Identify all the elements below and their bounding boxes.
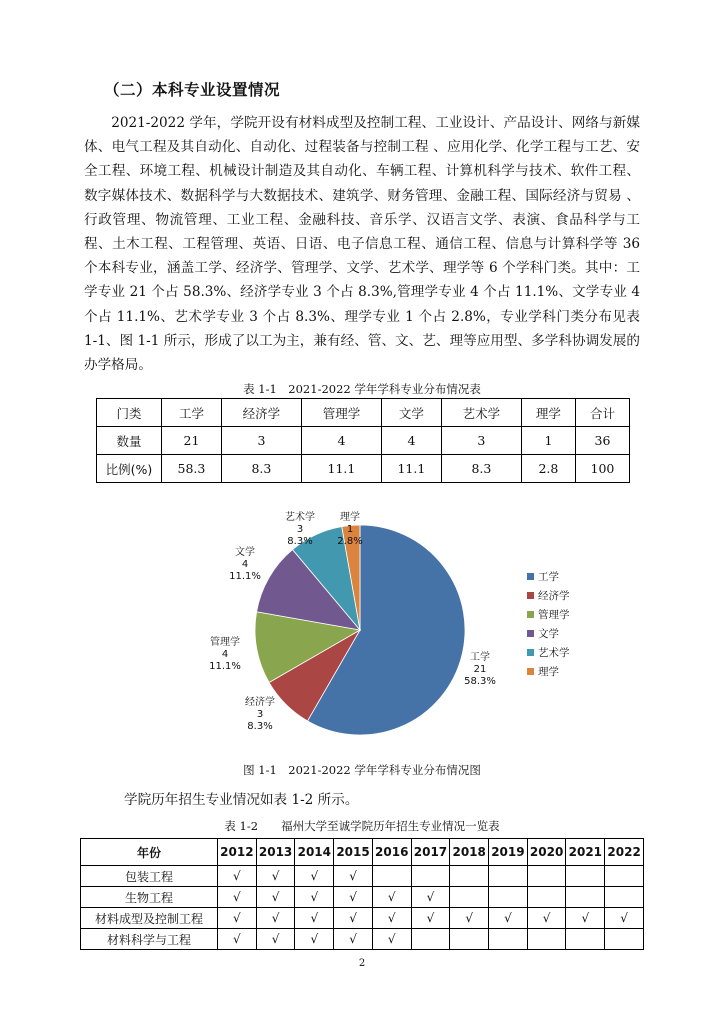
slice-label-category: 文学: [235, 547, 255, 558]
year-header-cell: 2016: [372, 839, 411, 866]
slice-label-category: 管理学: [210, 637, 240, 648]
table-row: [81, 866, 644, 887]
slice-label-percent: 8.3%: [247, 721, 273, 732]
year-header-cell: 2018: [450, 839, 489, 866]
table-cell: 8.3: [441, 455, 521, 483]
body-paragraph-2: 学院历年招生专业情况如表 1-2 所示。: [124, 792, 359, 808]
row-header: 比例(%): [97, 455, 162, 483]
slice-label-category: 艺术学: [285, 512, 315, 523]
year-header-cell: 2012: [218, 839, 257, 866]
table-cell: 36: [575, 427, 629, 455]
check-mark-cell: √: [411, 908, 450, 929]
table-cell: 3: [441, 427, 521, 455]
slice-label-category: 经济学: [245, 697, 275, 708]
table-cell: 4: [301, 427, 381, 455]
check-mark-cell: [527, 866, 566, 887]
check-mark-cell: [489, 887, 528, 908]
year-header-cell: 2015: [334, 839, 373, 866]
row-header: 数量: [97, 427, 162, 455]
page-number: 2: [358, 958, 366, 969]
slice-label-category: 理学: [340, 512, 360, 523]
year-header-cell: 2021: [566, 839, 605, 866]
check-mark-cell: √: [450, 908, 489, 929]
table2-caption: 表 1-2 福州大学至诚学院历年招生专业情况一览表: [224, 819, 500, 833]
legend-label: 管理学: [538, 609, 570, 621]
slice-label-percent: 11.1%: [229, 571, 261, 582]
table-cell: 理学: [521, 399, 575, 427]
table-cell: 21: [162, 427, 222, 455]
table-cell: 11.1: [381, 455, 441, 483]
table-cell: 工学: [162, 399, 222, 427]
section-heading: （二）本科专业设置情况: [104, 81, 281, 99]
slice-label-percent: 2.8%: [337, 536, 363, 547]
legend-label: 艺术学: [538, 647, 570, 659]
table-header-cell: 年份: [81, 839, 218, 866]
table-row: [81, 908, 644, 929]
legend-label: 理学: [538, 666, 559, 678]
table-cell: 合计: [575, 399, 629, 427]
check-mark-cell: √: [566, 908, 605, 929]
table-cell: 100: [575, 455, 629, 483]
slice-label-value: 3: [296, 524, 304, 535]
check-mark-cell: √: [218, 908, 257, 929]
check-mark-cell: [411, 929, 450, 950]
check-mark-cell: √: [489, 908, 528, 929]
check-mark-cell: √: [256, 929, 295, 950]
check-mark-cell: [527, 887, 566, 908]
check-mark-cell: √: [334, 908, 373, 929]
check-mark-cell: [566, 929, 605, 950]
year-header-cell: 2014: [295, 839, 334, 866]
legend-swatch: [527, 630, 534, 637]
legend-swatch: [527, 668, 534, 675]
table-row: [81, 887, 644, 908]
slice-label-percent: 8.3%: [287, 536, 313, 547]
legend-swatch: [527, 573, 534, 580]
legend-label: 工学: [538, 571, 559, 583]
legend-swatch: [527, 649, 534, 656]
check-mark-cell: [605, 866, 644, 887]
check-mark-cell: √: [256, 887, 295, 908]
legend-label: 经济学: [538, 590, 570, 602]
slice-label-value: 4: [221, 649, 229, 660]
check-mark-cell: √: [372, 908, 411, 929]
table-cell: 艺术学: [441, 399, 521, 427]
table-row: [97, 427, 630, 455]
check-mark-cell: √: [218, 929, 257, 950]
check-mark-cell: √: [295, 929, 334, 950]
check-mark-cell: √: [295, 908, 334, 929]
table-cell: 58.3: [162, 455, 222, 483]
check-mark-cell: √: [218, 866, 257, 887]
table-row: [97, 399, 630, 427]
slice-label-value: 3: [256, 709, 264, 720]
slice-label-category: 工学: [470, 652, 490, 663]
check-mark-cell: √: [334, 887, 373, 908]
check-mark-cell: [566, 866, 605, 887]
major-name-cell: 材料成型及控制工程: [81, 908, 218, 929]
slice-label-percent: 11.1%: [209, 661, 241, 672]
slice-label-value: 4: [241, 559, 249, 570]
check-mark-cell: √: [218, 887, 257, 908]
table-header-row: [81, 839, 644, 866]
check-mark-cell: [489, 866, 528, 887]
legend-label: 文学: [538, 628, 559, 640]
check-mark-cell: √: [334, 866, 373, 887]
year-header-cell: 2017: [411, 839, 450, 866]
year-header-cell: 2020: [527, 839, 566, 866]
check-mark-cell: [372, 866, 411, 887]
check-mark-cell: √: [295, 887, 334, 908]
major-name-cell: 包装工程: [81, 866, 218, 887]
figure1-caption: 图 1-1 2021-2022 学年学科专业分布情况图: [243, 763, 481, 777]
table-cell: 文学: [381, 399, 441, 427]
row-header: 门类: [97, 399, 162, 427]
check-mark-cell: √: [256, 908, 295, 929]
table-cell: 4: [381, 427, 441, 455]
major-name-cell: 材料科学与工程: [81, 929, 218, 950]
check-mark-cell: √: [527, 908, 566, 929]
check-mark-cell: [411, 866, 450, 887]
table-cell: 2.8: [521, 455, 575, 483]
slice-label-percent: 58.3%: [464, 676, 496, 687]
check-mark-cell: √: [372, 929, 411, 950]
check-mark-cell: √: [411, 887, 450, 908]
table-cell: 8.3: [221, 455, 301, 483]
check-mark-cell: [450, 887, 489, 908]
table-cell: 经济学: [221, 399, 301, 427]
year-header-cell: 2013: [256, 839, 295, 866]
slice-label-value: 21: [473, 664, 487, 675]
year-header-cell: 2019: [489, 839, 528, 866]
check-mark-cell: √: [372, 887, 411, 908]
legend-swatch: [527, 592, 534, 599]
pie-chart: [200, 505, 620, 755]
body-paragraph: 2021-2022 学年，学院开设有材料成型及控制工程、工业设计、产品设计、网络与新媒体、电气工程及其自动化、自动化、过程装备与控制工程 、应用化学、化学工程与工艺、安全工程、环境工程、机械设计制造及其自动化、车辆工程、计算机科学与技术、软件工程、数字媒体技术、数据科学与大数据技术、建筑学、财务管理、金融工程、国际经济与贸易 、行政管理、物流管理、工业工程、金融科技、音乐学、汉语言文学、表演、食品科学与工程、土木工程、工程管理、英语、日语、电子信息工程、通信工程、信息与计算科学等 36 个本科专业，涵盖工学、经济学、管理学、文学、艺术学、理学等 6 个学科门类。其中：工学专业 21 个占 58.3%、经济学专业 3 个占 8.3%,管理学专业 4 个占 11.1%、文学专业 4 个占 11.1%、艺术学专业 3 个占 8.3%、理学专业 1 个占 2.8%，专业学科门类分布见表 1-1、图 1-1 所示，形成了以工为主，兼有经、管、文、艺、理等应用型、多学科协调发展的办学格局。: [84, 115, 640, 374]
table-cell: 管理学: [301, 399, 381, 427]
table-row: [97, 455, 630, 483]
year-header-cell: 2022: [605, 839, 644, 866]
slice-label-value: 1: [346, 524, 354, 535]
legend-swatch: [527, 611, 534, 618]
check-mark-cell: √: [605, 908, 644, 929]
check-mark-cell: √: [334, 929, 373, 950]
table-cell: 11.1: [301, 455, 381, 483]
table-cell: 1: [521, 427, 575, 455]
table1-caption: 表 1-1 2021-2022 学年学科专业分布情况表: [243, 382, 481, 396]
check-mark-cell: [450, 866, 489, 887]
check-mark-cell: [527, 929, 566, 950]
table1-subject-distribution: [96, 398, 630, 483]
table-cell: 3: [221, 427, 301, 455]
table-row: [81, 929, 644, 950]
check-mark-cell: √: [256, 866, 295, 887]
major-name-cell: 生物工程: [81, 887, 218, 908]
table2-enrollment-history: [80, 838, 644, 950]
check-mark-cell: [605, 887, 644, 908]
check-mark-cell: [489, 929, 528, 950]
check-mark-cell: √: [295, 866, 334, 887]
check-mark-cell: [566, 887, 605, 908]
check-mark-cell: [605, 929, 644, 950]
check-mark-cell: [450, 929, 489, 950]
